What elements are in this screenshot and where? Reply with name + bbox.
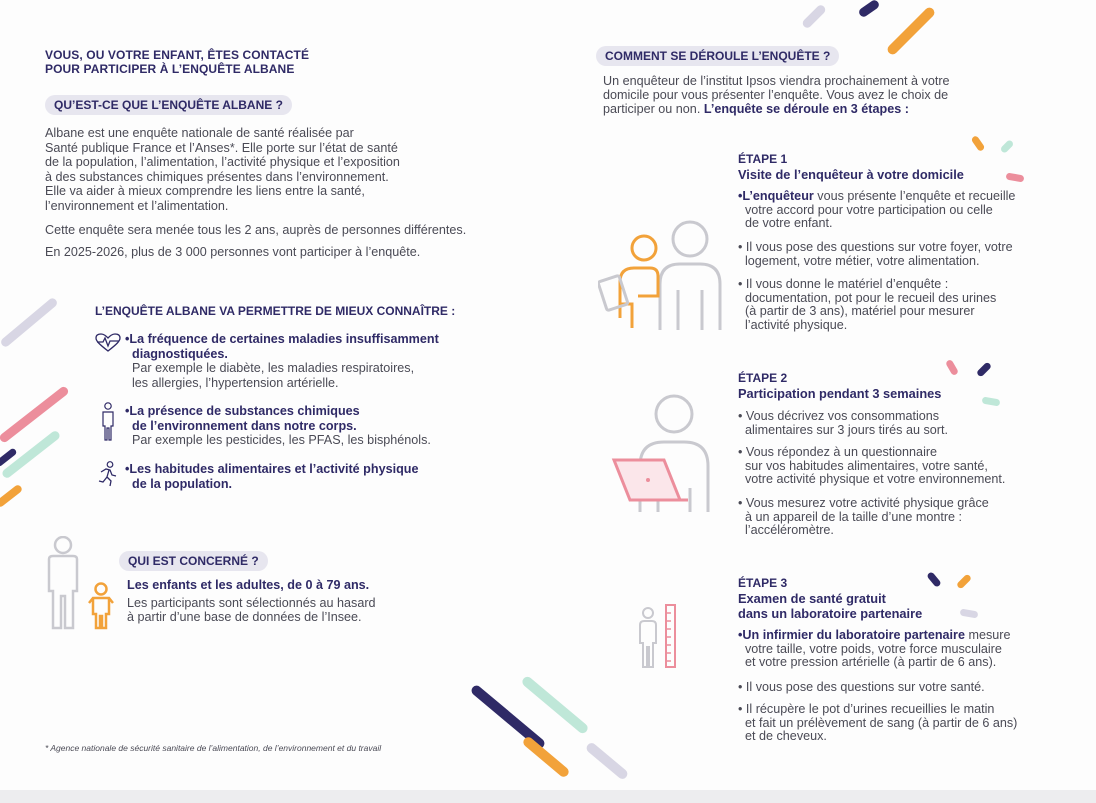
step-1-heading xyxy=(738,152,964,182)
bullet-line: l’accéléromètre. xyxy=(745,523,834,537)
bullet-line: • Il vous pose des questions sur votre foyer, votre xyxy=(738,240,1013,254)
step-2-bullet xyxy=(738,410,948,437)
bullet-line: votre activité physique et votre environnement. xyxy=(745,472,1006,486)
bullet-line: documentation, pot pour le recueil des urines xyxy=(745,290,997,305)
page-title-line: VOUS, OU VOTRE ENFANT, ÊTES CONTACTÉ xyxy=(45,48,310,62)
item-bold-line: de la population. xyxy=(132,476,233,491)
person-laptop-icon xyxy=(610,392,716,521)
knowledge-item xyxy=(125,462,418,491)
item-line: Par exemple le diabète, les maladies respiratoires, xyxy=(132,361,415,375)
height-measure-icon xyxy=(636,603,682,674)
bullet-line: alimentaires sur 3 jours tirés au sort. xyxy=(745,422,948,437)
bullet-line: • Il vous pose des questions sur votre santé. xyxy=(738,680,985,694)
page-title xyxy=(45,48,309,76)
page-title-line: POUR PARTICIPER À L’ENQUÊTE ALBANE xyxy=(45,62,295,76)
bullet-line: • Vous mesurez votre activité physique grâce xyxy=(738,496,989,510)
concerned-line: à partir d’une base de données de l’Insee. xyxy=(127,610,362,624)
item-bold-line: •Les habitudes alimentaires et l’activité physique xyxy=(125,462,419,476)
decor-stick xyxy=(960,608,979,618)
bullet-line: • Vous décrivez vos consommations xyxy=(738,409,940,423)
decor-stick xyxy=(0,484,23,509)
bullet-line: mesure xyxy=(964,628,1011,642)
decor-stick xyxy=(520,675,589,735)
knowledge-item xyxy=(125,404,431,448)
footnote: * Agence nationale de sécurité sanitaire de l’alimentation, de l’environnement et du travail xyxy=(45,743,382,753)
how-intro-line: participer ou non. xyxy=(603,102,701,116)
item-line: les allergies, l’hypertension artérielle. xyxy=(132,375,339,390)
knowledge-item xyxy=(125,332,439,390)
item-bold-line: •La présence de substances chimiques xyxy=(125,404,360,418)
intro-line: à des substances chimiques présentes dans l’environnement. xyxy=(45,169,389,184)
bullet-line: l’activité physique. xyxy=(745,317,848,332)
bullet-line: • Vous répondez à un questionnaire xyxy=(738,445,938,459)
adult-and-child-icon xyxy=(42,536,122,637)
heart-pulse-icon xyxy=(95,333,121,358)
step-title: Examen de santé gratuit xyxy=(738,591,886,606)
how-intro-bold: L’enquête se déroule en 3 étapes : xyxy=(703,102,909,116)
bullet-line: vous présente l’enquête et recueille xyxy=(813,189,1016,203)
participants-text: En 2025-2026, plus de 3 000 personnes vont participer à l’enquête. xyxy=(45,245,421,259)
decor-stick xyxy=(971,135,986,152)
decor-stick xyxy=(0,297,59,349)
bullet-line: à un appareil de la taille d’une montre : xyxy=(745,509,963,524)
bullet-line: • Il vous donne le matériel d’enquête : xyxy=(738,277,949,291)
decor-stick xyxy=(857,0,880,18)
step-3-heading xyxy=(738,576,922,621)
step-title: dans un laboratoire partenaire xyxy=(738,606,923,621)
step-3-bullet xyxy=(738,629,1010,670)
intro-paragraph xyxy=(45,126,400,213)
step-2-bullet xyxy=(738,446,1005,487)
step-title: Visite de l’enquêteur à votre domicile xyxy=(738,167,964,182)
concerned-line: Les participants sont sélectionnés au hasard xyxy=(127,595,376,610)
section-heading-concerned: QUI EST CONCERNÉ ? xyxy=(119,551,268,571)
bullet-line: votre taille, votre poids, votre force musculaire xyxy=(745,641,1002,656)
bullet-line: votre accord pour votre participation ou celle xyxy=(745,202,993,217)
bullet-line: et fait un prélèvement de sang (à partir de 6 ans) xyxy=(745,715,1018,730)
decor-stick xyxy=(585,741,630,781)
item-bold-line: de l’environnement dans notre corps. xyxy=(132,418,357,433)
step-1-bullet xyxy=(738,278,996,332)
intro-line: Albane est une enquête nationale de santé réalisée par xyxy=(45,126,354,140)
decor-stick xyxy=(1000,139,1015,154)
step-label: ÉTAPE 1 xyxy=(738,152,788,166)
bullet-line: logement, votre métier, votre alimentation. xyxy=(745,253,980,268)
decor-stick xyxy=(982,396,1001,406)
intro-line: l’environnement et l’alimentation. xyxy=(45,198,229,213)
running-person-icon xyxy=(97,461,119,492)
intro-line: de la population, l’alimentation, l’activité physique et l’exposition xyxy=(45,155,400,169)
section-heading-knowledge: L’ENQUÊTE ALBANE VA PERMETTRE DE MIEUX CONNAÎTRE : xyxy=(95,304,456,318)
bullet-line: et de cheveux. xyxy=(745,729,827,743)
decor-stick xyxy=(1006,172,1025,182)
item-bold-line: diagnostiquées. xyxy=(132,346,228,361)
item-bold-line: •La fréquence de certaines maladies insuffisamment xyxy=(125,332,439,346)
step-1-bullet xyxy=(738,190,1015,231)
step-3-bullet xyxy=(738,703,1017,744)
intro-line: Santé publique France et l’Anses*. Elle porte sur l’état de santé xyxy=(45,140,398,155)
scan-bottom-margin xyxy=(0,790,1096,803)
how-intro-line: domicile pour vous présenter l’enquête. Vous avez le choix de xyxy=(603,88,949,102)
step-2-heading xyxy=(738,371,941,401)
concerned-bold: Les enfants et les adultes, de 0 à 79 ans. xyxy=(127,578,370,592)
bullet-line: et votre pression artérielle (à partir de 6 ans). xyxy=(745,655,997,669)
step-title: Participation pendant 3 semaines xyxy=(738,386,942,401)
step-1-bullet xyxy=(738,241,1013,268)
interviewer-visit-icon xyxy=(598,218,724,339)
decor-stick xyxy=(886,6,937,57)
decor-stick xyxy=(801,3,827,29)
bullet-line: sur vos habitudes alimentaires, votre santé, xyxy=(745,458,988,473)
decor-stick xyxy=(926,571,942,588)
frequency-text: Cette enquête sera menée tous les 2 ans, auprès de personnes différentes. xyxy=(45,223,467,237)
decor-stick xyxy=(956,573,972,589)
concerned-text xyxy=(127,578,376,625)
step-2-bullet xyxy=(738,497,989,538)
intro-line: Elle va aider à mieux comprendre les liens entre la santé, xyxy=(45,184,365,198)
decor-stick xyxy=(945,359,959,376)
bullet-line: (à partir de 3 ans), matériel pour mesurer xyxy=(745,304,975,318)
person-body-icon xyxy=(100,402,116,447)
bullet-strong: •L’enquêteur xyxy=(738,189,814,203)
bullet-line: • Il récupère le pot d’urines recueillies le matin xyxy=(738,702,995,716)
decor-stick xyxy=(521,735,570,779)
how-intro xyxy=(603,74,950,116)
item-line: Par exemple les pesticides, les PFAS, les bisphénols. xyxy=(132,433,431,447)
bullet-line: de votre enfant. xyxy=(745,216,833,230)
bullet-strong: •Un infirmier du laboratoire partenaire xyxy=(738,628,965,642)
section-heading-what: QU’EST-CE QUE L’ENQUÊTE ALBANE ? xyxy=(45,95,292,115)
section-heading-how: COMMENT SE DÉROULE L’ENQUÊTE ? xyxy=(596,46,839,66)
step-3-bullet xyxy=(738,681,985,695)
step-label: ÉTAPE 3 xyxy=(738,576,788,590)
step-label: ÉTAPE 2 xyxy=(738,371,788,385)
decor-stick xyxy=(976,361,992,377)
how-intro-line: Un enquêteur de l’institut Ipsos viendra prochainement à votre xyxy=(603,74,950,88)
